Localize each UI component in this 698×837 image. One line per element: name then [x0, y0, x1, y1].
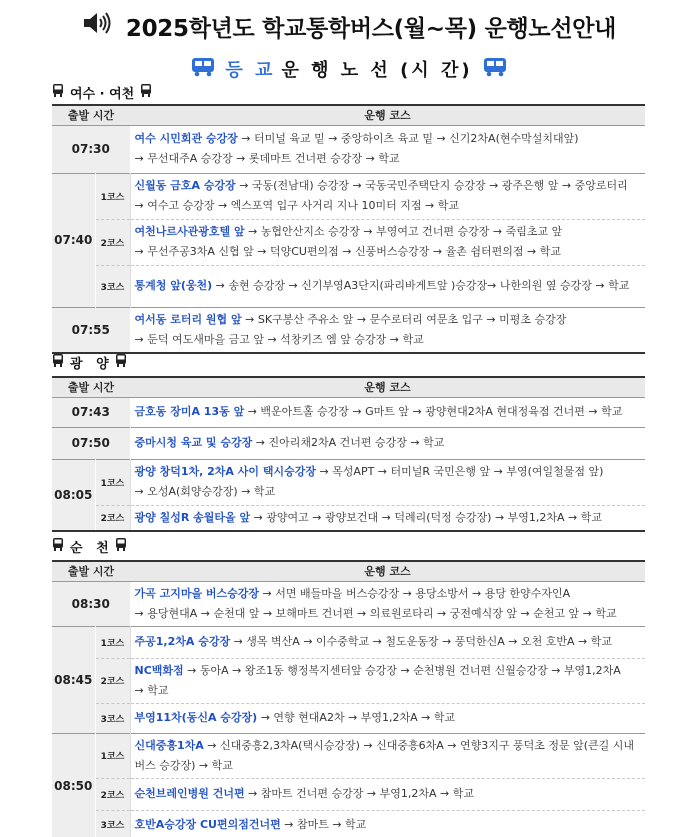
- departure-time: 08:30: [52, 581, 130, 626]
- page-title: [0, 8, 698, 44]
- table-row: [52, 173, 645, 219]
- table-row: [52, 810, 645, 837]
- route-cell: [130, 505, 645, 531]
- table-row: [52, 219, 645, 265]
- table-row: [52, 733, 645, 778]
- first-stop: 광양 창덕1차, 2차A 사이 택시승강장: [134, 465, 316, 478]
- col-header-route: 운행 코스: [130, 561, 645, 581]
- title-text: 2025학년도 학교통학버스(월~목) 운행노선안내: [125, 15, 617, 42]
- table-row: [52, 427, 645, 459]
- route-line: → 백운아트홀 승강장 → G마트 앞 → 광양현대2차A 현대정육점 건너편 → 학교: [247, 405, 623, 418]
- table-row: [52, 459, 645, 505]
- route-cell: [130, 459, 645, 505]
- region-name: 여수 · 여천: [70, 86, 135, 102]
- course-label: 3코스: [95, 810, 130, 837]
- route-line: → 국동(전남대) 승강장 → 국동국민주택단지 승강장 → 광주은행 앞 → 중앙로터리: [239, 179, 628, 192]
- bus-icon: [483, 57, 507, 82]
- first-stop: 금호동 장미A 13동 앞: [134, 405, 245, 418]
- schedule-table: [52, 104, 645, 354]
- course-label: 2코스: [95, 219, 130, 265]
- route-cell: [130, 733, 645, 778]
- first-stop: 호반A승강장 CU편의점건너편: [134, 817, 281, 831]
- schedule-table: [52, 376, 645, 532]
- course-label: 2코스: [95, 505, 130, 531]
- col-header-route: 운행 코스: [130, 105, 645, 125]
- departure-time: 07:40: [52, 173, 95, 307]
- subtitle-text: 운 행 노 선 (시 간): [281, 60, 473, 81]
- schedule-table: [52, 560, 645, 837]
- table-row: [52, 265, 645, 307]
- route-line: → 오성A(회양승강장) → 학교: [134, 485, 276, 498]
- first-stop: 여천나르사관광호텔 앞: [134, 225, 245, 238]
- route-cell: [130, 427, 645, 459]
- bus-icon: [140, 84, 152, 101]
- departure-time: 07:50: [52, 427, 130, 459]
- course-label: 1코스: [95, 459, 130, 505]
- route-cell: [130, 778, 645, 810]
- table-row: [52, 307, 645, 353]
- departure-time: 08:50: [52, 733, 95, 837]
- first-stop: 주공1,2차A 승강장: [134, 635, 231, 648]
- table-row: [52, 581, 645, 626]
- route-line: → 신대중흥2,3차A(택시승강장) → 신대중흥6차A → 연향3지구 풍덕초 정문 앞(큰길 시내: [207, 738, 634, 752]
- bus-icon: [115, 354, 127, 371]
- col-header-time: 출발 시간: [52, 377, 130, 397]
- region-heading: [52, 82, 152, 102]
- route-line: → 둔덕 여도새마을 금고 앞 → 석창키즈 엠 앞 승강장 → 학교: [134, 332, 424, 346]
- route-line: → 학교: [134, 683, 169, 697]
- route-line: → 터미널 육교 밑 → 중앙하이츠 육교 밑 → 신기2차A(현수막설치대앞): [241, 132, 579, 145]
- region-heading: [52, 536, 127, 556]
- route-line: → SK구봉산 주유소 앞 → 문수로터리 여문초 입구 → 미평초 승강장: [245, 312, 567, 326]
- col-header-route: 운행 코스: [130, 377, 645, 397]
- route-line: → 무선대주A 승강장 → 롯데마트 건너편 승강장 → 학교: [134, 152, 400, 165]
- route-line: → 서면 배들마을 버스승강장 → 용당소방서 → 용당 한양수자인A: [262, 586, 571, 600]
- course-label: 2코스: [95, 778, 130, 810]
- route-line: → 생목 벽산A → 이수중학교 → 철도운동장 → 풍덕한신A → 오천 호반A → 학교: [233, 635, 612, 648]
- route-cell: [130, 125, 645, 173]
- subtitle-highlight: 등 교: [225, 60, 276, 81]
- route-line: → 광양여고 → 광양보건대 → 덕례리(덕정 승강장) → 부영1,2차A → 학교: [253, 510, 603, 524]
- first-stop: 여서동 로터리 원협 앞: [134, 312, 242, 326]
- first-stop: 순천브레인병원 건너편: [134, 787, 245, 800]
- first-stop: 광양 칠성R 송월타올 앞: [134, 510, 251, 524]
- departure-time: 08:45: [52, 626, 95, 733]
- departure-time: 07:43: [52, 397, 130, 427]
- route-line: → 용당현대A → 순천대 앞 → 보해마트 건너편 → 의료원로타리 → 궁전예식장 앞 → 순천고 앞 → 학교: [134, 606, 617, 620]
- route-cell: [130, 307, 645, 353]
- route-cell: [130, 219, 645, 265]
- course-label: 3코스: [95, 703, 130, 733]
- region-name: 광 양: [70, 356, 109, 372]
- bus-icon: [52, 354, 64, 371]
- course-label: 3코스: [95, 265, 130, 307]
- first-stop: 중마시청 육교 및 승강장: [134, 436, 253, 449]
- route-line: → 참마트 건너편 승강장 → 부영1,2차A → 학교: [248, 787, 475, 800]
- first-stop: 통계청 앞(웅천): [134, 279, 213, 292]
- departure-time: 07:55: [52, 307, 130, 353]
- col-header-time: 출발 시간: [52, 561, 130, 581]
- table-row: [52, 778, 645, 810]
- first-stop: 가곡 고지마을 버스승강장: [134, 586, 260, 600]
- bus-icon: [115, 538, 127, 555]
- course-label: 1코스: [95, 733, 130, 778]
- region-name: 순 천: [70, 540, 109, 556]
- route-cell: [130, 810, 645, 837]
- route-line: → 여수고 승강장 → 엑스포역 입구 사거리 지나 10미터 지점 → 학교: [134, 199, 460, 212]
- route-line: → 송현 승강장 → 신기부영A3단지(파리바게트앞 )승강장→ 나한의원 옆 승강장 → 학교: [215, 279, 630, 292]
- route-cell: [130, 581, 645, 626]
- course-label: 1코스: [95, 173, 130, 219]
- first-stop: NC백화점: [134, 663, 184, 677]
- table-row: [52, 125, 645, 173]
- route-line: → 연향 현대A2차 → 부영1,2차A → 학교: [260, 711, 456, 724]
- route-line: → 동아A → 왕조1동 행정복지센터앞 승강장 → 순천병원 건너편 신월승강장 → 부영1,2차A: [187, 663, 621, 677]
- subtitle: [0, 54, 698, 84]
- table-row: [52, 397, 645, 427]
- table-row: [52, 626, 645, 658]
- route-line: 버스 승강장) → 학교: [134, 758, 233, 772]
- departure-time: 07:30: [52, 125, 130, 173]
- course-label: 2코스: [95, 658, 130, 703]
- route-cell: [130, 397, 645, 427]
- table-row: [52, 658, 645, 703]
- route-cell: [130, 703, 645, 733]
- route-line: → 무선주공3차A 신협 앞 → 덕양CU편의점 → 신풍버스승강장 → 율촌 쉼터편의점 → 학교: [134, 245, 561, 258]
- first-stop: 여수 시민회관 승강장: [134, 132, 238, 145]
- route-cell: [130, 658, 645, 703]
- region-heading: [52, 352, 127, 372]
- route-cell: [130, 626, 645, 658]
- route-cell: [130, 265, 645, 307]
- table-row: [52, 703, 645, 733]
- route-cell: [130, 173, 645, 219]
- table-row: [52, 505, 645, 531]
- course-label: 1코스: [95, 626, 130, 658]
- bus-icon: [52, 84, 64, 101]
- route-line: → 참마트 → 학교: [284, 817, 367, 831]
- speaker-icon: [82, 11, 112, 41]
- first-stop: 신월동 금호A 승강장: [134, 179, 236, 192]
- route-line: → 진아리채2차A 건너편 승강장 → 학교: [255, 436, 445, 449]
- bus-icon: [52, 538, 64, 555]
- col-header-time: 출발 시간: [52, 105, 130, 125]
- bus-icon: [191, 57, 215, 82]
- departure-time: 08:05: [52, 459, 95, 531]
- route-line: → 농협안산지소 승강장 → 부영여고 건너편 승강장 → 죽림초교 앞: [248, 225, 563, 238]
- first-stop: 신대중흥1차A: [134, 738, 204, 752]
- route-line: → 목성APT → 터미널R 국민은행 앞 → 부영(여일철물점 앞): [319, 465, 604, 478]
- first-stop: 부영11차(동신A 승강장): [134, 711, 258, 724]
